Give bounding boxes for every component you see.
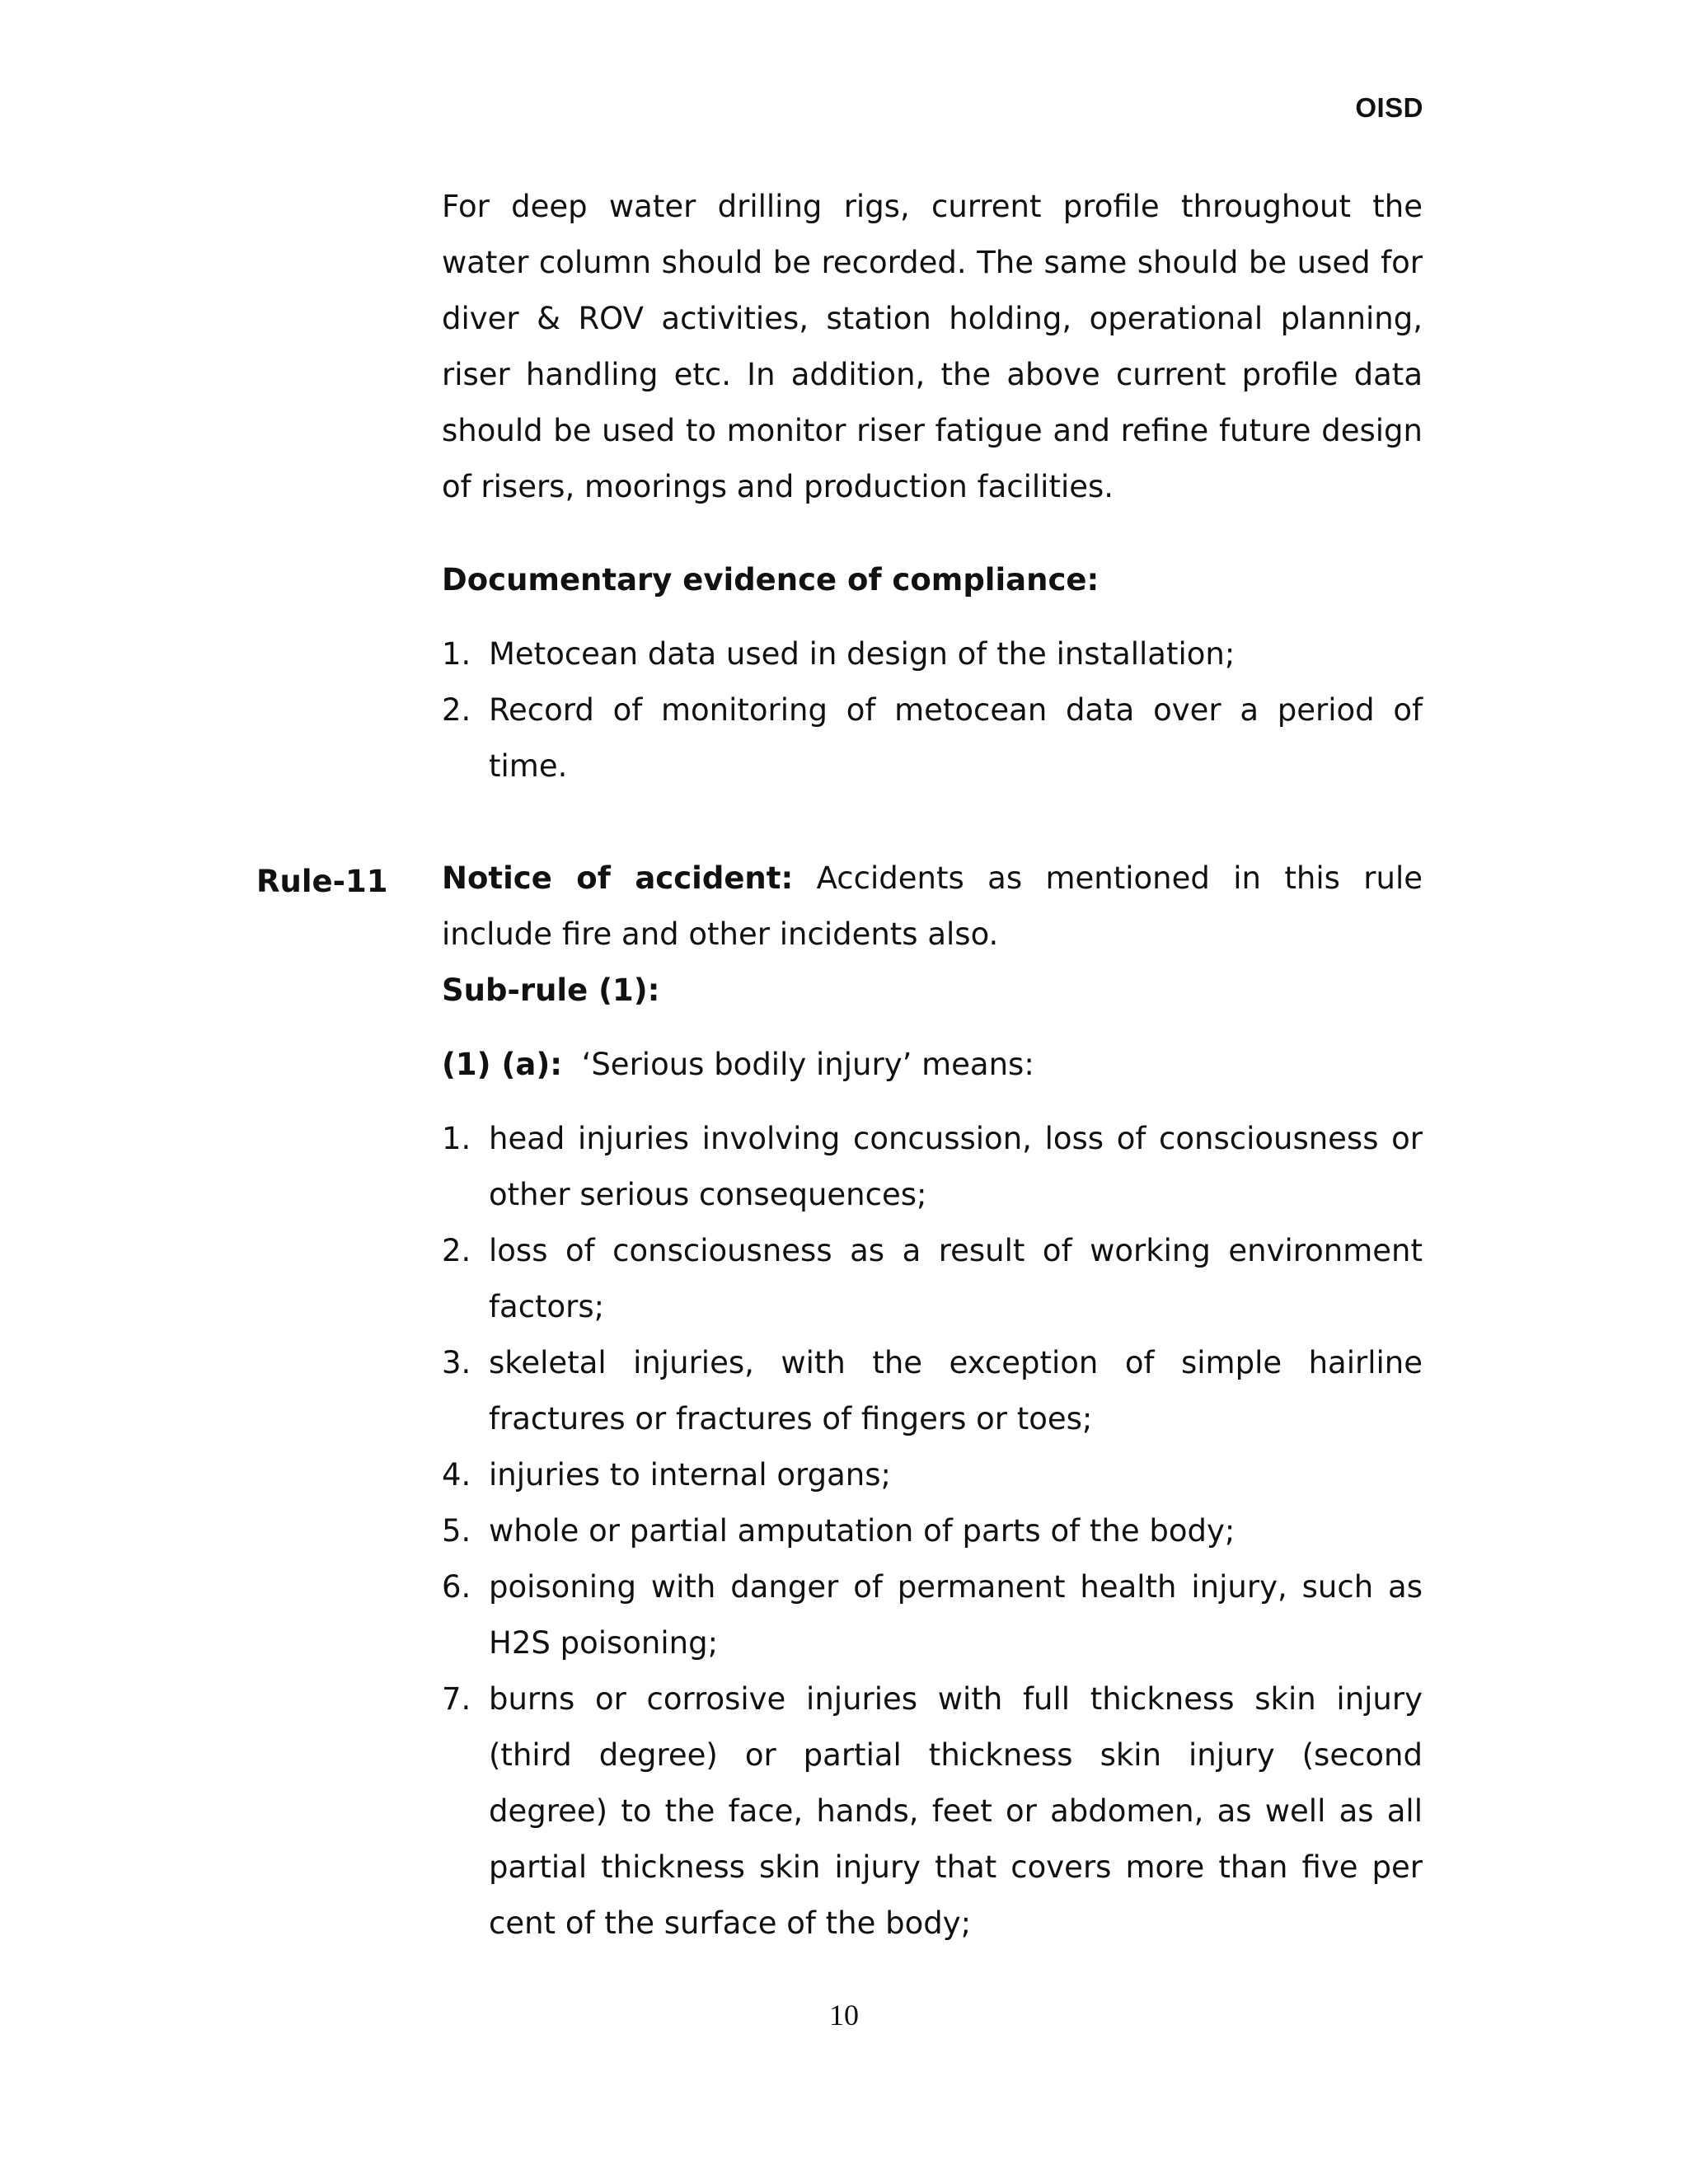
list-item-number: 3.: [442, 1345, 471, 1380]
list-item: [442, 682, 1423, 794]
injury-list: [442, 1111, 1423, 1952]
list-item-text: head injuries involving concussion, loss of consciousness or other serious consequences;: [489, 1121, 1423, 1212]
list-item-text: skeletal injuries, with the exception of simple hairline fractures or fractures of fingers or toes;: [489, 1345, 1423, 1436]
list-item: [442, 1223, 1423, 1335]
rule-label: Rule-11: [256, 864, 388, 899]
page-number: 10: [829, 1999, 859, 2032]
clause-text: ‘Serious bodily injury’ means:: [581, 1047, 1034, 1082]
list-item-number: 1.: [442, 1121, 471, 1156]
list-item-text: injuries to internal organs;: [489, 1457, 891, 1493]
list-item-number: 2.: [442, 692, 471, 728]
list-item: [442, 1671, 1423, 1952]
list-item-text: whole or partial amputation of parts of the body;: [489, 1513, 1236, 1549]
list-item-number: 6.: [442, 1569, 471, 1605]
compliance-list: [442, 626, 1423, 794]
rule-text: Accidents as mentioned in this rule include fire and other incidents also.: [442, 860, 1423, 952]
rule-title: Notice of accident:: [442, 860, 794, 896]
page-content: [442, 179, 1423, 1952]
list-item-text: loss of consciousness as a result of working environment factors;: [489, 1233, 1423, 1324]
list-item-text: poisoning with danger of permanent health injury, such as H2S poisoning;: [489, 1569, 1423, 1661]
list-item-text: burns or corrosive injuries with full thickness skin injury (third degree) or partial thickness skin injury (second degree) to the face, hands, feet or abdomen, as well as all partial thickness skin injury that covers more than five per cent of the surface of the body;: [489, 1681, 1423, 1941]
list-item: [442, 1503, 1423, 1559]
rule-intro: [442, 851, 1423, 963]
page-header-org: OISD: [1355, 92, 1423, 123]
intro-paragraph: For deep water drilling rigs, current profile throughout the water column should be recorded. The same should be used for diver & ROV activities, station holding, operational planning, riser handling etc. In addition, the above current profile data should be used to monitor riser fatigue and refine future design of risers, moorings and production facilities.: [442, 189, 1423, 504]
list-item: [442, 626, 1423, 682]
list-item-text: Metocean data used in design of the installation;: [489, 636, 1236, 672]
list-item-number: 4.: [442, 1457, 471, 1493]
list-item-number: 7.: [442, 1681, 471, 1717]
compliance-heading: Documentary evidence of compliance:: [442, 562, 1100, 598]
list-item: [442, 1335, 1423, 1447]
list-item-number: 2.: [442, 1233, 471, 1268]
clause-line: [442, 1037, 1423, 1093]
clause-label: (1) (a):: [442, 1047, 563, 1082]
list-item-number: 1.: [442, 636, 471, 672]
list-item-number: 5.: [442, 1513, 471, 1549]
subrule-heading: Sub-rule (1):: [442, 972, 660, 1008]
list-item: [442, 1447, 1423, 1503]
list-item-text: Record of monitoring of metocean data over a period of time.: [489, 692, 1423, 784]
list-item: [442, 1111, 1423, 1223]
list-item: [442, 1559, 1423, 1671]
